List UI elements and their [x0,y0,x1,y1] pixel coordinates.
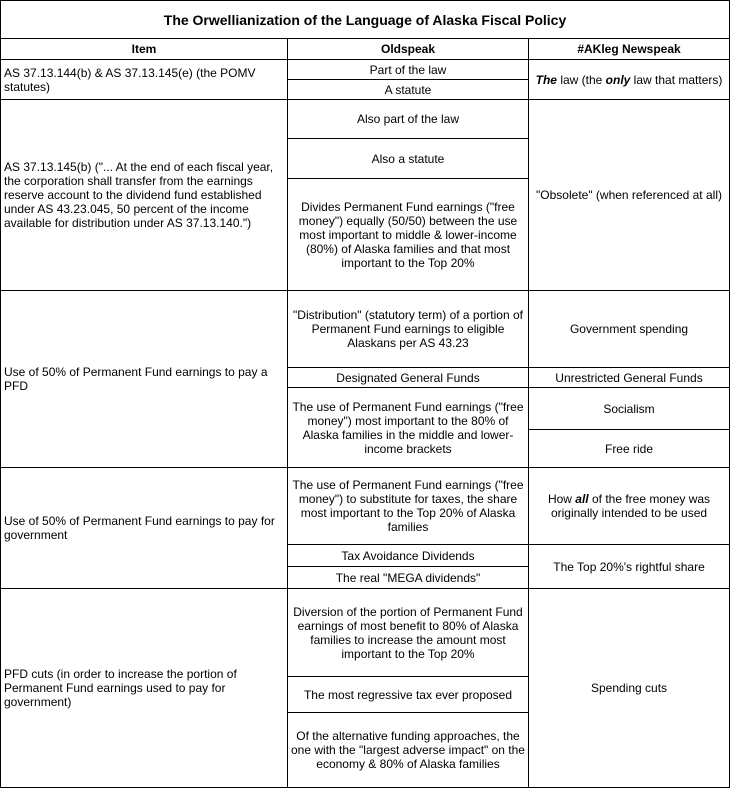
table-title: The Orwellianization of the Language of Alaska Fiscal Policy [1,1,730,39]
oldspeak-cell: Also a statute [288,139,529,179]
newspeak-cell: Free ride [529,430,730,468]
newspeak-cell: "Obsolete" (when referenced at all) [529,100,730,291]
newspeak-cell: The Top 20%'s rightful share [529,545,730,589]
oldspeak-cell: The use of Permanent Fund earnings ("free money") to substitute for taxes, the share most important to the Top 20% of Alaska families [288,468,529,545]
oldspeak-cell: The most regressive tax ever proposed [288,677,529,713]
item-pfd-cuts: PFD cuts (in order to increase the portion of Permanent Fund earnings used to pay for government) [1,589,288,788]
oldspeak-cell: Tax Avoidance Dividends [288,545,529,567]
newspeak-text: law (the [556,72,606,87]
oldspeak-cell: Also part of the law [288,100,529,139]
newspeak-cell [529,60,730,100]
oldspeak-cell: "Distribution" (statutory term) of a portion of Permanent Fund earnings to eligible Alaskans per AS 43.23 [288,291,529,368]
newspeak-emphasis: The [535,72,557,87]
newspeak-text: How [547,492,576,506]
oldspeak-cell: The use of Permanent Fund earnings ("free money") most important to the 80% of Alaska families in the middle and lower-income brackets [288,388,529,468]
item-dividend-transfer-statute: AS 37.13.145(b) ("... At the end of each fiscal year, the corporation shall transfer from the earnings reserve account to the dividend fund established under AS 43.23.045, 50 percent of the income available for distribution under AS 37.13.140.") [1,100,288,291]
oldspeak-cell: The real "MEGA dividends" [288,567,529,589]
newspeak-text: of the free money was originally intended to be used [550,492,711,520]
oldspeak-cell: Of the alternative funding approaches, the one with the "largest adverse impact" on the economy & 80% of Alaska families [288,713,529,788]
newspeak-cell: Government spending [529,291,730,368]
oldspeak-cell: Part of the law [288,60,529,80]
oldspeak-cell: Divides Permanent Fund earnings ("free money") equally (50/50) between the use most important to middle & lower-income (80%) of Alaska families and that most important to the Top 20% [288,179,529,291]
newspeak-emphasis: all [575,492,589,506]
oldspeak-cell: A statute [288,80,529,100]
newspeak-cell: Socialism [529,388,730,430]
item-pomv-statutes: AS 37.13.144(b) & AS 37.13.145(e) (the POMV statutes) [1,60,288,100]
newspeak-cell: Spending cuts [529,589,730,788]
newspeak-emphasis: only [605,72,631,87]
item-pfd-payment: Use of 50% of Permanent Fund earnings to pay a PFD [1,291,288,468]
header-item: Item [1,39,288,60]
oldspeak-cell: Diversion of the portion of Permanent Fund earnings of most benefit to 80% of Alaska families to increase the amount most important to the Top 20% [288,589,529,677]
newspeak-text: law that matters) [630,72,723,87]
header-newspeak: #AKleg Newspeak [529,39,730,60]
header-oldspeak: Oldspeak [288,39,529,60]
newspeak-cell [529,468,730,545]
newspeak-cell: Unrestricted General Funds [529,368,730,388]
oldspeak-cell: Designated General Funds [288,368,529,388]
item-government-funding: Use of 50% of Permanent Fund earnings to pay for government [1,468,288,589]
